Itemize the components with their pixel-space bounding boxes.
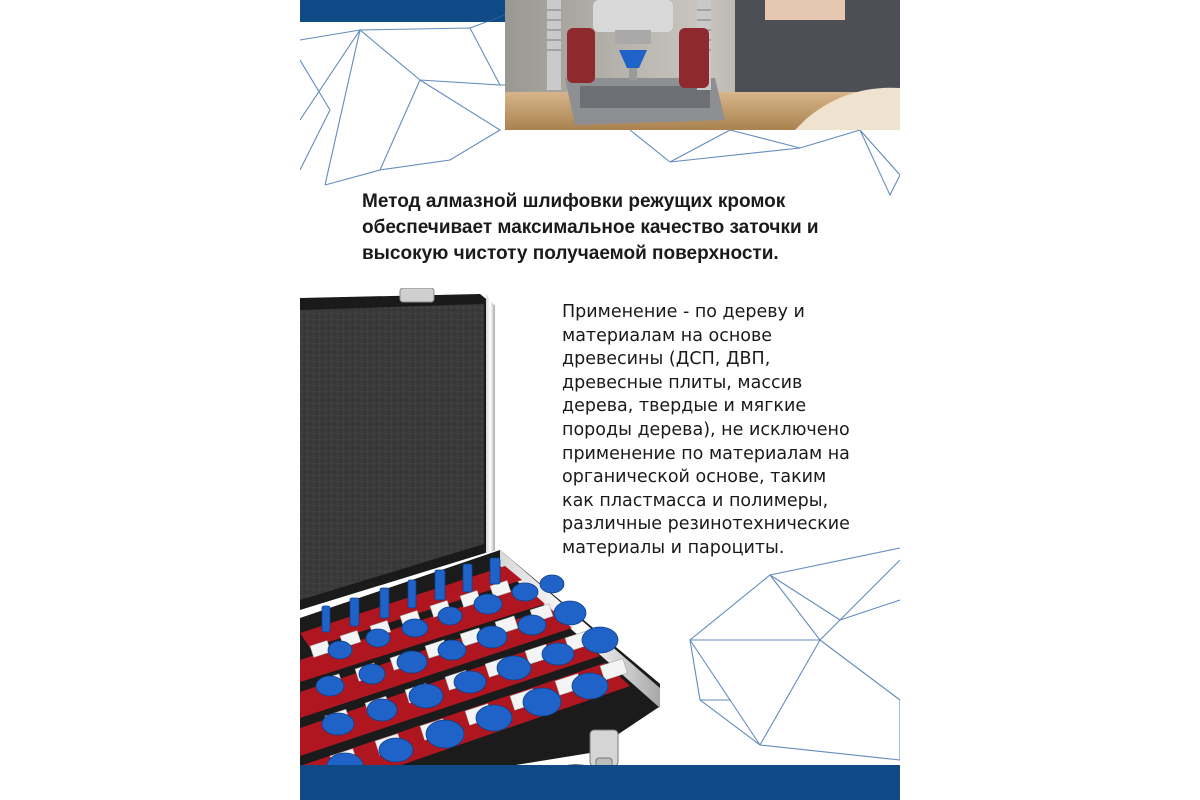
router-photo bbox=[505, 0, 900, 130]
headline: Метод алмазной шлифовки режущих кромок обеспечивает максимальное качество заточки и высокую чистоту получаемой поверхности. bbox=[362, 191, 819, 264]
application-description: Применение - по дереву и материалам на основе древесины (ДСП, ДВП, древесные плиты, массив дерева, твердые и мягкие породы дерева), не исключено применение по материалам на органической основе, таким как пластмасса и полимеры, различные резинотехнические материалы и пароциты. bbox=[562, 302, 850, 558]
product-card bbox=[300, 0, 900, 800]
bottom-brand-band bbox=[300, 765, 900, 800]
